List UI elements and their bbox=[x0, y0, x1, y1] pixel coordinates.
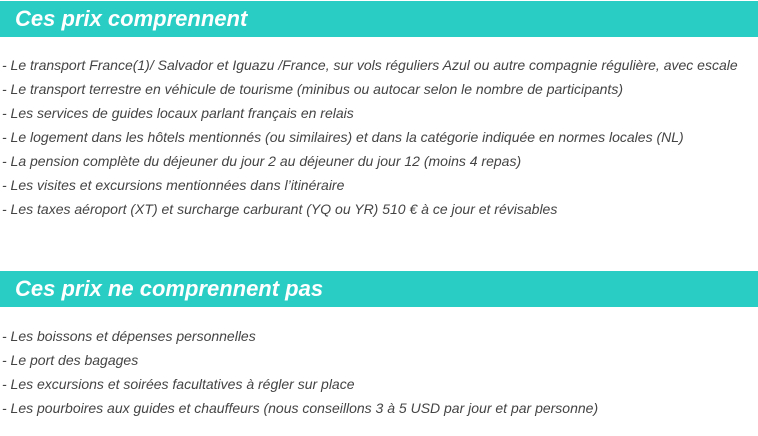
list-item: - Les taxes aéroport (XT) et surcharge carburant (YQ ou YR) 510 € à ce jour et révisables bbox=[2, 201, 558, 217]
list-item: - Le port des bagages bbox=[2, 352, 139, 368]
list-item: - Les services de guides locaux parlant français en relais bbox=[2, 105, 354, 121]
excluded-section-title: Ces prix ne comprennent pas bbox=[0, 271, 758, 307]
list-item: - Les excursions et soirées facultatives à régler sur place bbox=[2, 376, 355, 392]
included-list bbox=[0, 53, 738, 221]
list-item: - Les boissons et dépenses personnelles bbox=[2, 328, 256, 344]
list-item: - Les visites et excursions mentionnées dans l’itinéraire bbox=[2, 177, 345, 193]
list-item: - Le transport France(1)/ Salvador et Iguazu /France, sur vols réguliers Azul ou autre compagnie régulière, avec escale bbox=[2, 57, 738, 73]
list-item: - La pension complète du déjeuner du jour 2 au déjeuner du jour 12 (moins 4 repas) bbox=[2, 153, 522, 169]
excluded-list bbox=[0, 324, 598, 420]
list-item: - Le transport terrestre en véhicule de tourisme (minibus ou autocar selon le nombre de participants) bbox=[2, 81, 623, 97]
list-item: - Les pourboires aux guides et chauffeurs (nous conseillons 3 à 5 USD par jour et par personne) bbox=[2, 400, 599, 416]
included-section-title: Ces prix comprennent bbox=[0, 1, 758, 37]
list-item: - Le logement dans les hôtels mentionnés (ou similaires) et dans la catégorie indiquée en normes locales (NL) bbox=[2, 129, 684, 145]
